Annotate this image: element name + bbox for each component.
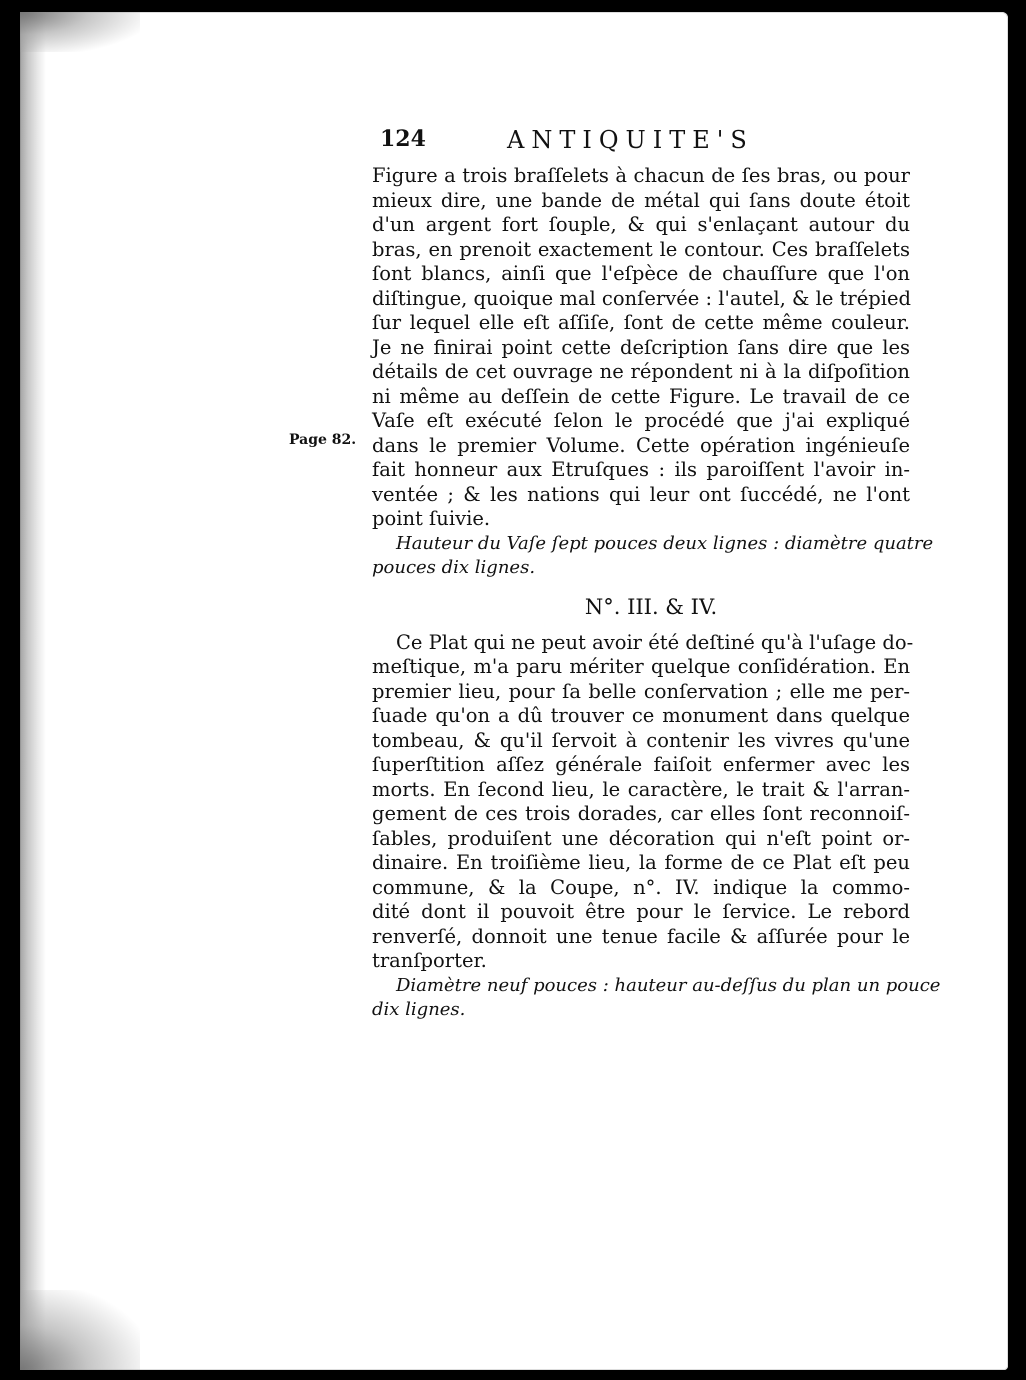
text-line: dans le premier Volume. Cette opération ingénieuſe (372, 433, 910, 457)
page-edge-shadow (20, 12, 46, 1370)
section-heading: N°. III. & IV. (584, 594, 718, 619)
text-line: ſuade qu'on a dû trouver ce monument dans quelque (372, 704, 910, 727)
page-corner-shadow-bottom (20, 1290, 140, 1370)
text-line: dité dont il pouvoit être pour le ſervice. Le rebord (372, 900, 910, 923)
text-line: ſont blancs, ainſi que l'eſpèce de chauſſure que l'on (372, 262, 910, 285)
text-block (372, 124, 941, 1023)
text-line: ventée ; & les nations qui leur ont ſuccédé, ne l'ont (372, 482, 910, 506)
text-line: ſables, produiſent une décoration qui n'eſt point or- (372, 826, 910, 850)
text-line: bras, en prenoit exactement le contour. Ces braſſelets (372, 237, 910, 261)
text-line: dinaire. En troiſième lieu, la forme de ce Plat eſt peu (372, 851, 910, 874)
text-line: détails de cet ouvrage ne répondent ni à la diſpoſition (372, 360, 910, 383)
page-corner-shadow-top (20, 12, 140, 52)
text-line: meſtique, m'a paru mériter quelque conſidération. En (372, 655, 910, 678)
text-line: ſur lequel elle eſt aſſiſe, ſont de cette même couleur. (372, 311, 910, 334)
text-line: fait honneur aux Etruſques : ils paroiſſent l'avoir in- (372, 458, 910, 481)
text-line: commune, & la Coupe, n°. IV. indique la commo- (372, 875, 910, 899)
text-line: ſuperſtition aſſez générale faiſoit enfermer avec les (372, 753, 910, 776)
text-line: dix lignes. (372, 999, 466, 1020)
text-line: premier lieu, pour ſa belle conſervation ; elle me per- (372, 679, 910, 703)
text-line: point ſuivie. (372, 507, 491, 530)
text-line: morts. En ſecond lieu, le caractère, le trait & l'arran- (372, 777, 910, 801)
text-line: Diamètre neuf pouces : hauteur au-deſſus du plan un pouce (396, 974, 941, 996)
text-line: Ce Plat qui ne peut avoir été deſtiné qu'à l'uſage do- (396, 630, 914, 654)
text-line: mieux dire, une bande de métal qui ſans doute étoit (372, 188, 910, 212)
text-line: Je ne finirai point cette deſcription ſans dire que les (372, 335, 910, 359)
measurement-note-1 (372, 532, 934, 581)
text-line: tombeau, & qu'il ſervoit à contenir les vivres qu'une (372, 728, 910, 752)
margin-note: Page 82. (289, 432, 357, 448)
running-title: ANTIQUITE'S (507, 126, 754, 154)
text-line: diſtingue, quoique mal conſervée : l'autel, & le trépied (372, 286, 912, 310)
text-line: renverſé, donnoit une tenue facile & aſſurée pour le (372, 924, 910, 948)
text-line: tranſporter. (372, 949, 487, 972)
measurement-note-2 (372, 974, 941, 1023)
text-line: Hauteur du Vaſe ſept pouces deux lignes : diamètre quatre (396, 532, 934, 554)
text-line: Vaſe eſt exécuté ſelon le procédé que j'ai expliqué (372, 409, 910, 432)
paragraph-2 (372, 630, 914, 974)
paragraph-1 (372, 164, 910, 532)
page-header (372, 124, 910, 164)
text-line: Figure a trois braſſelets à chacun de ſes bras, ou pour (372, 164, 910, 187)
text-line: gement de ces trois dorades, car elles ſont reconnoiſ- (372, 802, 910, 825)
text-line: d'un argent fort ſouple, & qui s'enlaçant autour du (372, 213, 910, 236)
text-line: ni même au deſſein de cette Figure. Le travail de ce (372, 384, 910, 408)
page-number: 124 (380, 126, 426, 152)
text-line: pouces dix lignes. (372, 557, 536, 578)
